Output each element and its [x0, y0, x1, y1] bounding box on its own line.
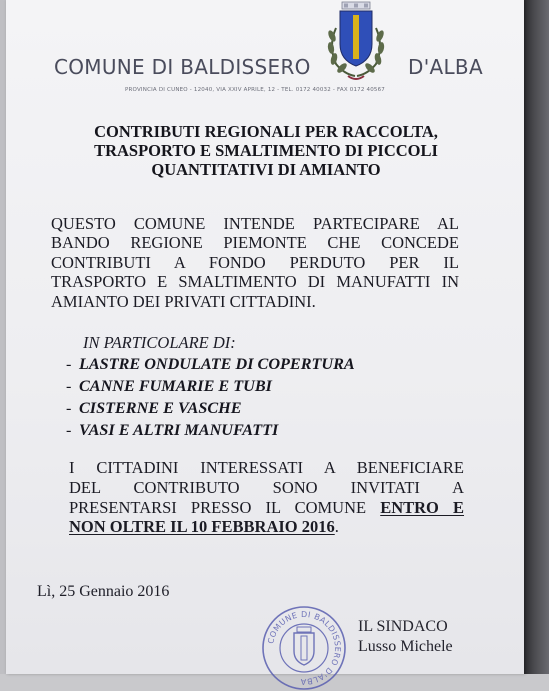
- invitation-line: I CITTADINI INTERESSATI A BENEFICIARE: [69, 458, 464, 477]
- list-item-text: CISTERNE E VASCHE: [79, 399, 242, 417]
- mayor-name: Lusso Michele: [358, 638, 453, 655]
- notice-sheet: [6, 0, 524, 687]
- invitation-line: [69, 517, 464, 537]
- list-item-text: VASI E ALTRI MANUFATTI: [79, 421, 279, 439]
- invitation-line: DEL CONTRIBUTO SONO INVITATI A: [69, 477, 464, 497]
- letterhead-address: PROVINCIA DI CUNEO - 12040, VIA XXIV APRILE, 12 - TEL. 0172 40032 - FAX 0172 40567: [125, 87, 386, 93]
- intro-line: QUESTO COMUNE INTENDE PARTECIPARE AL: [51, 214, 459, 233]
- municipality-name-part1: COMUNE DI BALDISSERO: [54, 55, 311, 79]
- asbestos-items-list: [66, 353, 355, 441]
- list-item: [66, 419, 355, 441]
- invitation-paragraph: [69, 458, 464, 537]
- background-dark-edge: [524, 0, 549, 674]
- title-line-3: QUANTITATIVI DI AMIANTO: [151, 160, 381, 179]
- document-date: Lì, 25 Gennaio 2016: [37, 583, 170, 600]
- intro-line: CONTRIBUTI A FONDO PERDUTO PER IL: [51, 252, 459, 272]
- deadline-emphasis: ENTRO E: [380, 497, 465, 517]
- particolare-heading: IN PARTICOLARE DI:: [83, 333, 236, 352]
- svg-text:COMUNE DI BALDISSERO D'ALBA: [266, 610, 342, 686]
- list-item: [66, 375, 355, 397]
- deadline-emphasis: NON OLTRE IL 10 FEBBRAIO 2016: [69, 517, 335, 537]
- crown-icon: [342, 2, 370, 9]
- dash-bullet: -: [66, 421, 72, 439]
- municipality-name: [54, 55, 483, 79]
- list-item-text: CANNE FUMARIE E TUBI: [79, 377, 272, 395]
- dash-bullet: -: [66, 377, 72, 395]
- intro-line: AMIANTO DEI PRIVATI CITTADINI.: [51, 291, 316, 311]
- intro-line: BANDO REGIONE PIEMONTE CHE CONCEDE: [51, 233, 459, 253]
- list-item-text: LASTRE ONDULATE DI COPERTURA: [79, 355, 355, 373]
- notice-title: [46, 122, 486, 179]
- dash-bullet: -: [66, 355, 72, 373]
- dash-bullet: -: [66, 399, 72, 417]
- list-item: [66, 353, 355, 375]
- list-item: [66, 397, 355, 419]
- invitation-line: [69, 498, 464, 518]
- intro-paragraph: [51, 214, 459, 311]
- crest-icon: [322, 2, 390, 86]
- title-line-1: CONTRIBUTI REGIONALI PER RACCOLTA,: [94, 122, 438, 141]
- stamp-text: COMUNE DI BALDISSERO D'ALBA: [266, 609, 343, 687]
- intro-line: TRASPORTO E SMALTIMENTO DI MANUFATTI IN: [51, 272, 459, 292]
- mayor-signature-block: [358, 617, 453, 657]
- mayor-title: IL SINDACO: [358, 618, 448, 635]
- municipality-name-part2: D'ALBA: [408, 55, 483, 79]
- title-line-2: TRASPORTO E SMALTIMENTO DI PICCOLI: [94, 141, 438, 160]
- municipal-stamp-icon: [261, 605, 347, 691]
- invitation-text: PRESENTARSI PRESSO IL COMUNE: [69, 497, 367, 517]
- deadline-period: .: [334, 517, 339, 537]
